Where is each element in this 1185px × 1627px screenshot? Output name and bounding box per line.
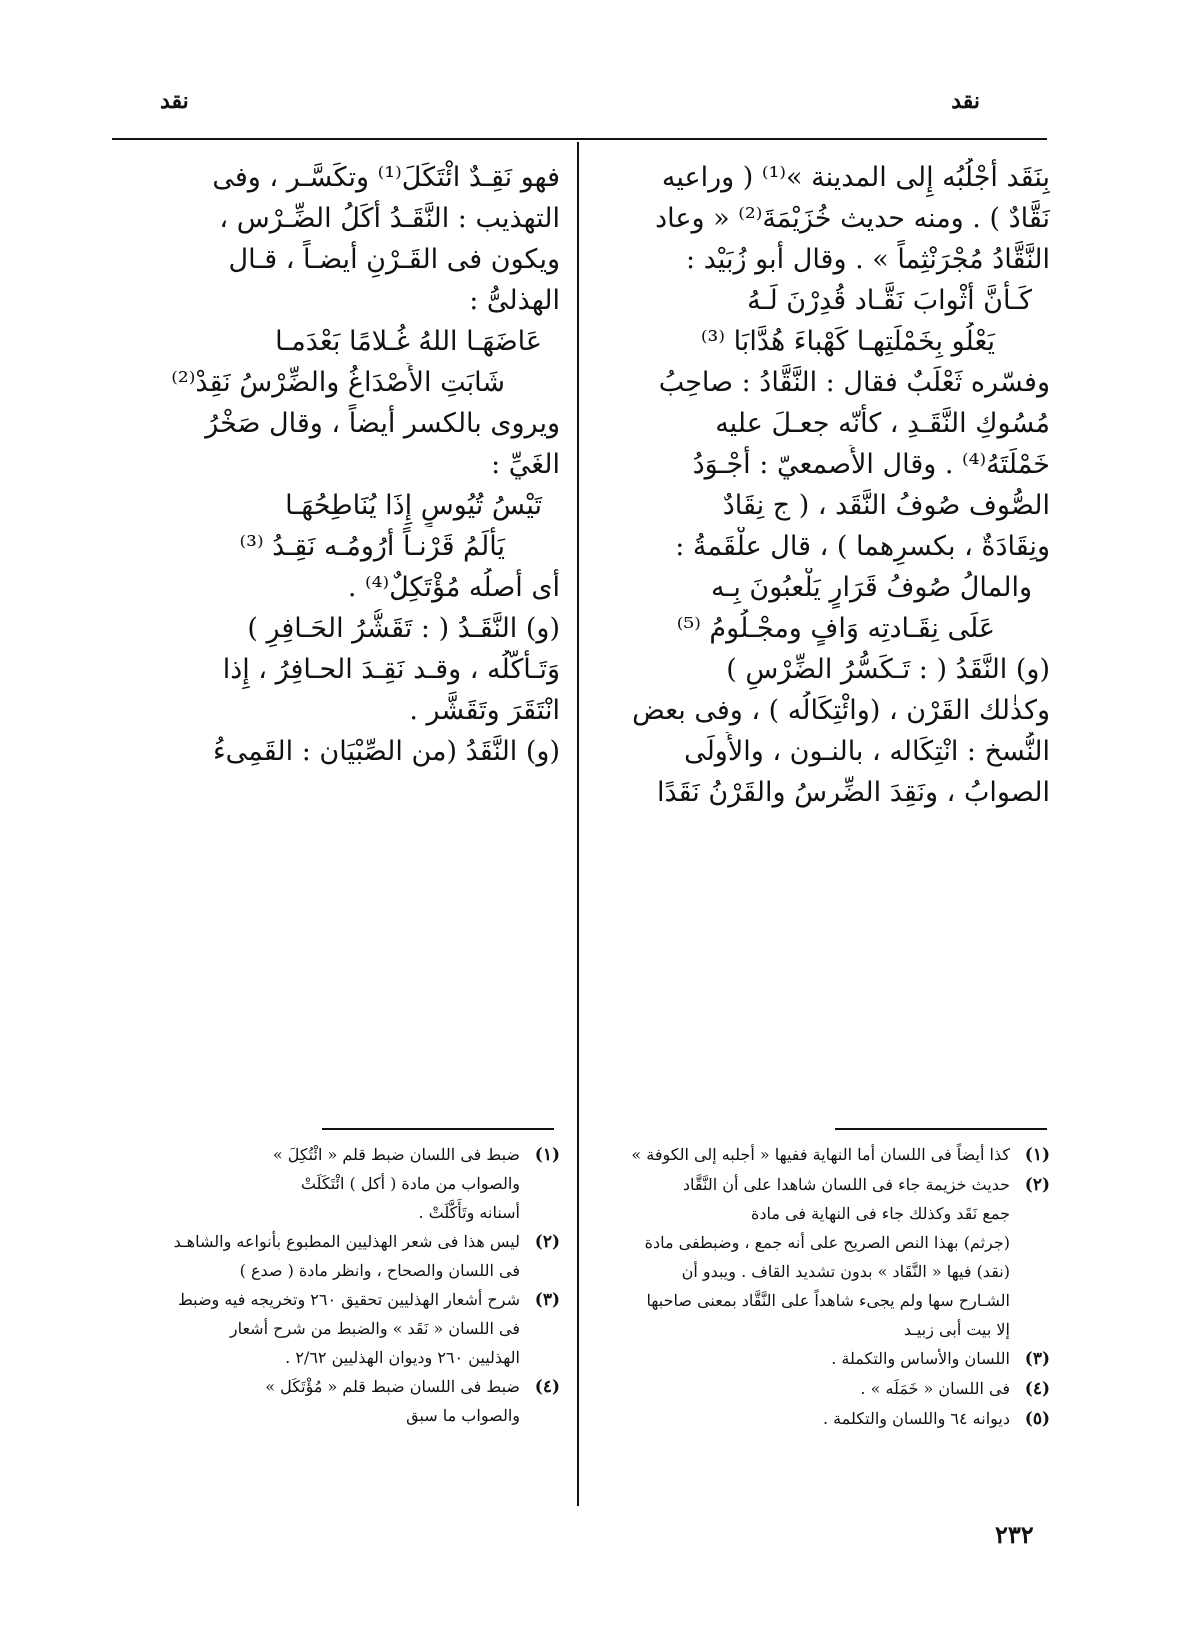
footnote — [610, 1140, 1050, 1170]
column-divider — [577, 142, 579, 1506]
footnote — [130, 1372, 560, 1430]
footnote-line: ديوانه ٦٤ واللسان والتكلمة . — [822, 1409, 1010, 1428]
footnote-line: ضبط فى اللسان ضبط قلم « مُؤْتَكَل » — [265, 1377, 520, 1396]
verse-line: يَعْلُو بِخَمْلَتِهـا كَهْباءَ هُدَّابَا ⁽³⁾ — [700, 326, 995, 357]
text-line: (و) النَّقَـدُ ( : تَقَشُّرُ الحَـافِرِ ) — [247, 613, 560, 644]
footnote-line: (نقد) فيها « النَّقَاد » بدون تشديد القاف . ويبدو أن — [681, 1262, 1010, 1281]
footnote-line: فى اللسان والصحاح ، وانظر مادة ( صدع ) — [239, 1261, 520, 1280]
footnote-line: كذا أيضاً فى اللسان أما النهاية ففيها « أجلبه إلى الكوفة » — [631, 1145, 1010, 1164]
text-line: وفسّره ثَعْلَبٌ فقال : النَّقَّادُ : صاحِبُ — [658, 367, 1050, 398]
footnote-line: الشـارح سها ولم يجىء شاهداً على النَّقَّاد بمعنى صاحبها — [646, 1291, 1010, 1310]
footnote-number: (٤) — [534, 1377, 560, 1397]
text-line: الصُّوف صُوفُ النَّقَد ، ( ج نِقَادٌ — [722, 490, 1050, 521]
footnote-number: (٢) — [534, 1232, 560, 1252]
text-line: نَقَّادٌ ) . ومنه حديث خُزَيْمَةَ⁽²⁾ « وعاد — [655, 203, 1050, 234]
footnote-line: والصواب ما سبق — [406, 1406, 520, 1425]
verse-line: شَابَتِ الأَصْدَاغُ والضِّرْسُ نَقِدْ⁽²⁾ — [171, 367, 505, 398]
footnote-line: شرح أشعار الهذليين تحقيق ٢٦٠ وتخريجه فيه وضبط — [177, 1290, 520, 1309]
header-rule — [112, 138, 1047, 140]
footnote-line: جمع نَقَد وكذلك جاء فى النهاية فى مادة — [751, 1204, 1010, 1223]
footnote — [610, 1374, 1050, 1404]
footnote-line: الهذليين ٢٦٠ وديوان الهذليين ٢/٦٢ . — [285, 1348, 520, 1367]
footnote-line: والصواب من مادة ( أكل ) ائْتَكَلَتْ — [300, 1174, 520, 1193]
footnote — [130, 1227, 560, 1285]
footnote — [610, 1344, 1050, 1374]
text-line: الغَيِّ : — [491, 449, 560, 480]
footnote-number: (١) — [534, 1145, 560, 1165]
text-line: النُّسخ : انْتِكَاله ، بالنـون ، والأُولَى — [684, 736, 1050, 767]
footnote-number: (٢) — [1024, 1175, 1050, 1195]
footnote — [610, 1170, 1050, 1344]
footnote-line: (جرثم) بهذا النص الصريح على أنه جمع ، وضبطفى مادة — [644, 1233, 1010, 1252]
footnote-rule-left — [322, 1128, 554, 1130]
right-column-text — [610, 158, 1050, 814]
text-line: أَى أَصلُه مُؤْتَكِلٌ⁽⁴⁾ . — [347, 572, 560, 603]
footnotes-right — [610, 1140, 1050, 1434]
running-header-right: نقد — [951, 88, 980, 114]
text-line: (و) النَّقَدُ ( : تَـكَسُّرُ الضِّرْسِ ) — [726, 654, 1050, 685]
text-line: ونِقَادَةٌ ، بكسرِهما ) ، قال علْقَمةُ : — [675, 531, 1050, 562]
page-number: ٢٣٢ — [995, 1520, 1034, 1549]
footnotes-left — [130, 1140, 560, 1430]
footnote — [130, 1140, 560, 1227]
footnote-line: ضبط فى اللسان ضبط قلم « ائْتُكِلَ » — [272, 1145, 520, 1164]
footnote-number: (٣) — [1024, 1349, 1050, 1369]
footnote-line: أسنانه وتَأَكَّلَتْ . — [418, 1203, 520, 1222]
footnote — [610, 1404, 1050, 1434]
footnote-line: ليس هذا فى شعر الهذليين المطبوع بأنواعه والشاهـد — [173, 1232, 520, 1251]
text-line: ويروى بالكسر أَيضاً ، وقال صَخْرُ — [205, 408, 560, 439]
footnote-number: (٤) — [1024, 1379, 1050, 1399]
footnote-line: اللسان والأساس والتكملة . — [831, 1349, 1010, 1368]
verse-line: يَأْلَمُ قَرْنـاً أُرُومُـه نَقِـدُ ⁽³⁾ — [239, 531, 505, 562]
footnote-rule-right — [835, 1128, 1047, 1130]
text-line: وكذٰلك القَرْن ، (وائْتِكَالُه ) ، وفى بعض — [632, 695, 1050, 726]
text-line: الهذلىُّ : — [469, 285, 560, 316]
footnote-number: (٣) — [534, 1290, 560, 1310]
verse-line: عَاضَهَـا اللهُ غُـلامًا بَعْدَمـا — [275, 326, 542, 357]
verse-line: والمالُ صُوفُ قَرَارٍ يَلْعبُونَ بِـه — [710, 572, 1032, 603]
footnote-line: فى اللسان « نَقَد » والضبط من شرح أشعار — [229, 1319, 520, 1338]
verse-line: كَـأَنَّ أَثْوابَ نَقَّـاد قُدِرْنَ لَـهُ — [747, 285, 1032, 316]
text-line: مُسُوكِ النَّقَـدِ ، كأَنّه جعـلَ عليه — [715, 408, 1050, 439]
text-line: فهو نَقِـدٌ ائْتَكَلَ⁽¹⁾ وتكَسَّـر ، وفى — [212, 162, 560, 193]
text-line: انْتَقَرَ وتَقَشَّر . — [409, 695, 560, 726]
footnote-line: إلا بيت أبى زبيـد — [903, 1320, 1010, 1339]
footnote-line: فى اللسان « خَمَلَه » . — [860, 1379, 1010, 1398]
text-line: خَمْلَتَهُ⁽⁴⁾ . وقال الأَصمعيّ : أَجْـوَدُ — [692, 449, 1050, 480]
footnote — [130, 1285, 560, 1372]
text-line: الصوابُ ، ونَقِدَ الضِّرسُ والقَرْنُ نَقَدًا — [656, 777, 1050, 808]
left-column-text — [130, 158, 560, 773]
text-line: وَتَـأَكُّلُه ، وقـد نَقِـدَ الحـافِرُ ، إِذا — [222, 654, 560, 685]
text-line: بِنَقَد أَجْلُبُه إِلى المدينة »⁽¹⁾ ( وراعيه — [661, 162, 1050, 193]
verse-line: تَيْسُ تُيُوسٍ إِذَا يُنَاطِحُهَـا — [285, 490, 542, 521]
text-line: النَّقَّادُ مُجْرَنْثِماً » . وقال أَبو زُبَيْد : — [686, 244, 1050, 275]
footnote-line: حديث خزيمة جاء فى اللسان شاهدا على أن النَّقَّاد — [682, 1175, 1010, 1194]
footnote-number: (١) — [1024, 1145, 1050, 1165]
text-line: التهذيب : النَّقَـدُ أَكَلُ الضِّـرْس ، — [219, 203, 560, 234]
running-header-left: نقد — [160, 88, 189, 114]
footnote-number: (٥) — [1024, 1409, 1050, 1429]
verse-line: عَلَى نِقَـادتِه وَافٍ ومجْـلُومُ ⁽⁵⁾ — [676, 613, 995, 644]
text-line: ويكون فى القَـرْنِ أَيضـاً ، قـال — [228, 244, 560, 275]
text-line: (و) النَّقَدُ (من الصِّبْيَان : القَمِىءُ — [212, 736, 560, 767]
